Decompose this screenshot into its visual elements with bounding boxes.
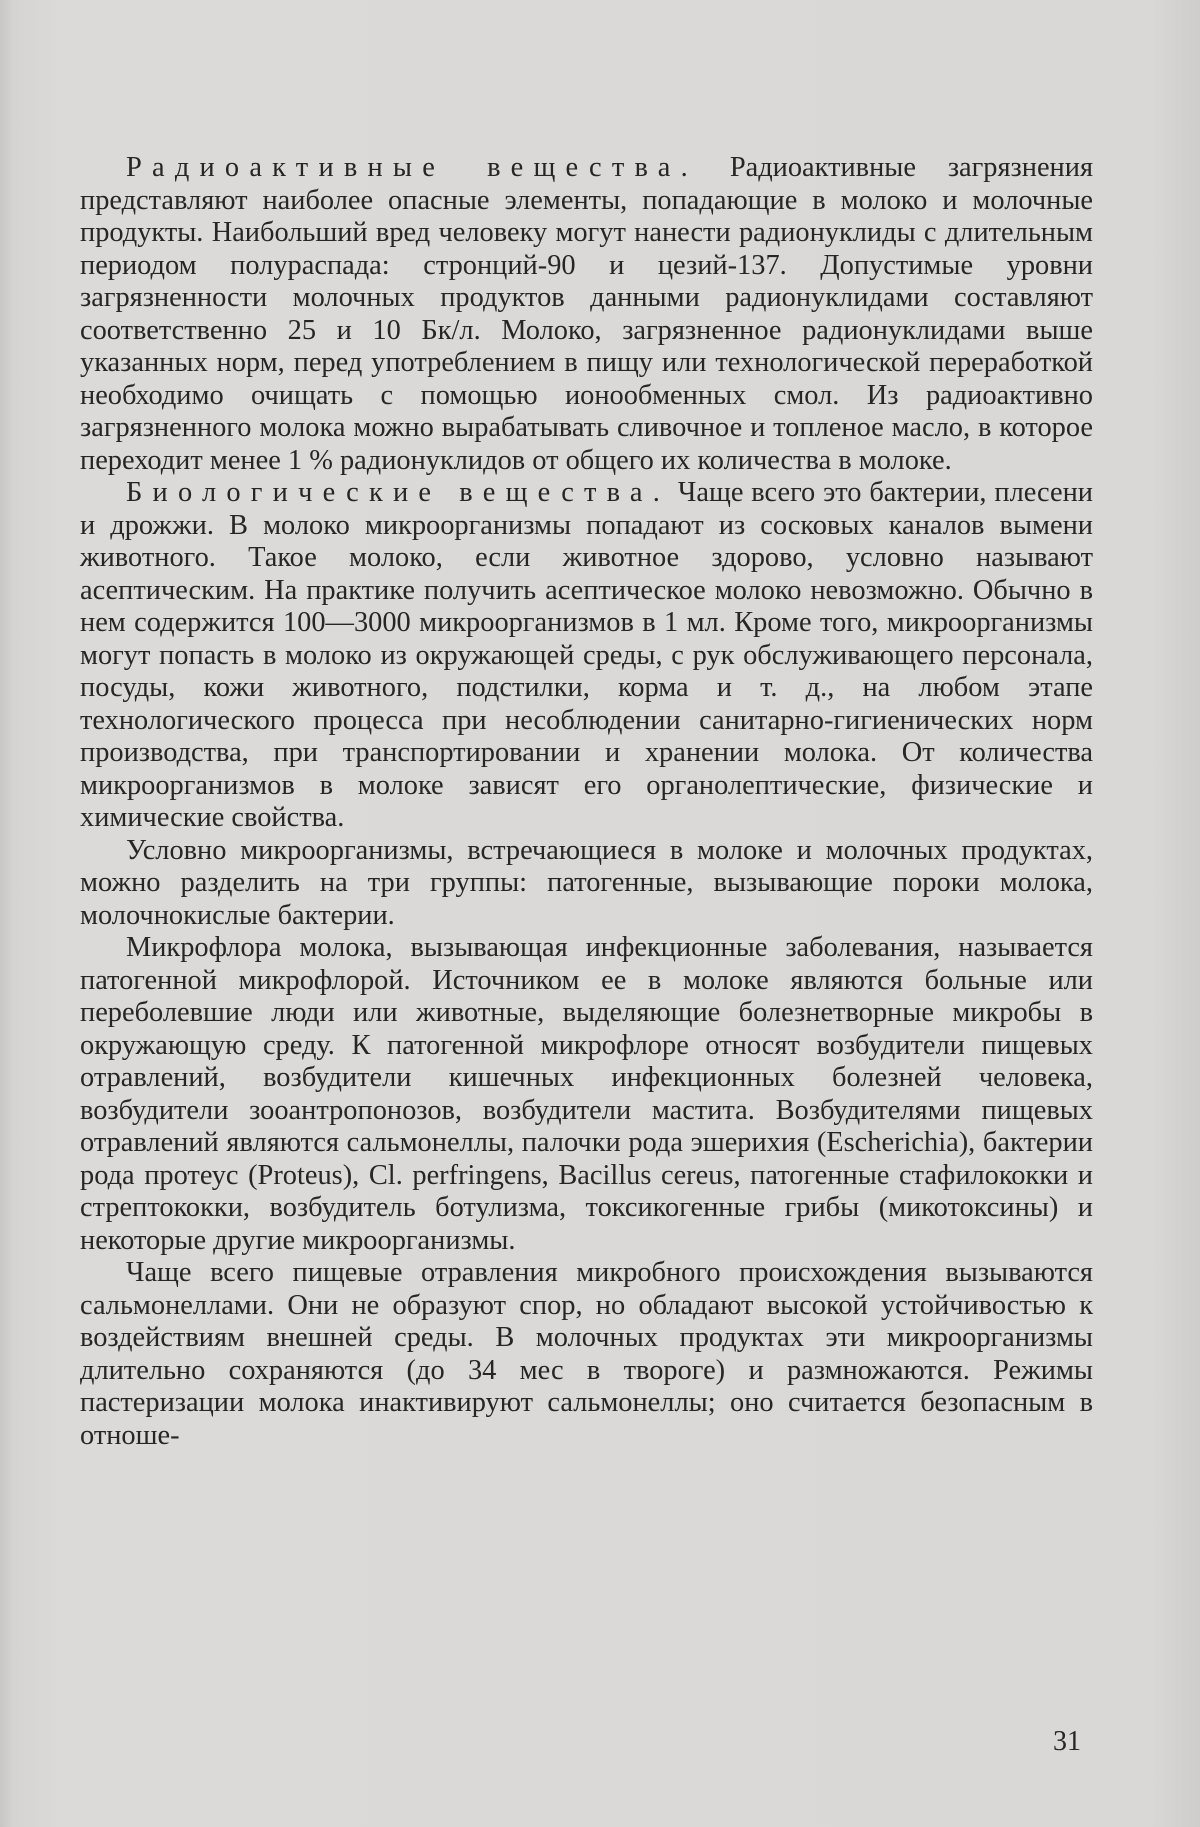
paragraph-pathogenic: [80, 932, 1093, 1257]
paragraph-biological: [80, 477, 1093, 835]
paragraph-text: Чаще всего это бактерии, плесени и дрожжи. В молоко микроорганизмы попадают из сосковых каналов вымени животного. Такое молоко, если животное здорово, условно называют асептическим. На практике получить асептическое молоко невозможно. Обычно в нем содержится 100—3000 микроорганизмов в 1 мл. Кроме того, микроорганизмы могут попасть в молоко из окружающей среды, с рук обслуживающего персонала, посуды, кожи животного, подстилки, корма и т. д., на любом этапе технологического процесса при несоблюдении санитарно-гигиенических норм производства, при транспортировании и хранении молока. От количества микроорганизмов в молоке зависят его органолептические, физические и химические свойства.: [80, 477, 1093, 833]
paragraph-text: Микрофлора молока, вызывающая инфекционные заболевания, называется патогенной микрофлорой. Источником ее в молоке являются больные или переболевшие люди или животные, выделяющие болезнетворные микробы в окружающую среду. К патогенной микрофлоре относят возбудители пищевых отравлений, возбудители кишечных инфекционных болезней человека, возбудители зооантропонозов, возбудители мастита. Возбудителями пищевых отравлений являются сальмонеллы, палочки рода эшерихия (Escherichia), бактерии рода протеус (Proteus), Cl. perfringens, Bacillus cereus, патогенные стафилококки и стрептококки, возбудитель ботулизма, токсикогенные грибы (микотоксины) и некоторые другие микроорганизмы.: [80, 932, 1093, 1256]
paragraph-salmonella: [80, 1257, 1093, 1452]
section-heading-biological: Биологические вещества.: [126, 477, 671, 508]
paragraph-radioactive: [80, 152, 1093, 477]
page-number: 31: [1053, 1726, 1081, 1757]
paragraph-text: Условно микроорганизмы, встречающиеся в молоке и молочных продуктах, можно разделить на три группы: патогенные, вызывающие пороки молока, молочнокислые бактерии.: [80, 834, 1093, 931]
body-text: [80, 152, 1093, 1452]
paragraph-groups: [80, 835, 1093, 933]
section-heading-radioactive: Радиоактивные вещества.: [126, 152, 698, 183]
paragraph-text: Чаще всего пищевые отравления микробного происхождения вызываются сальмонеллами. Они не образуют спор, но обладают высокой устойчивостью к воздействиям внешней среды. В молочных продуктах эти микроорганизмы длительно сохраняются (до 34 мес в твороге) и размножаются. Режимы пастеризации молока инактивируют сальмонеллы; оно считается безопасным в отноше-: [80, 1257, 1093, 1451]
paragraph-text: Радиоактивные загрязнения представляют наиболее опасные элементы, попадающие в молоко и молочные продукты. Наибольший вред человеку могут нанести радионуклиды с длительным периодом полураспада: стронций-90 и цезий-137. Допустимые уровни загрязненности молочных продуктов данными радионуклидами составляют соответственно 25 и 10 Бк/л. Молоко, загрязненное радионуклидами выше указанных норм, перед употреблением в пищу или технологической переработкой необходимо очищать с помощью ионообменных смол. Из радиоактивно загрязненного молока можно вырабатывать сливочное и топленое масло, в которое переходит менее 1 % радионуклидов от общего их количества в молоке.: [80, 152, 1093, 476]
